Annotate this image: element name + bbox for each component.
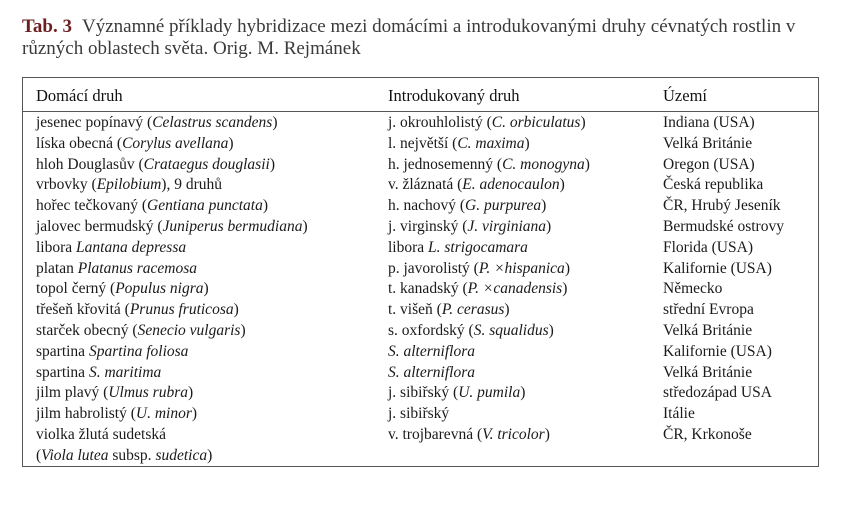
- table-row: [23, 363, 818, 384]
- cell-region: středozápad USA: [663, 384, 772, 402]
- cell-introduced-species: p. javorolistý (P. ×hispanica): [388, 259, 570, 277]
- cell-native-species: jalovec bermudský (Juniperus bermudiana): [36, 217, 308, 235]
- hybrid-table: [22, 77, 819, 467]
- cell-region: Velká Británie: [663, 134, 753, 152]
- table-row: [23, 383, 818, 404]
- cell-introduced-species: s. oxfordský (S. squalidus): [388, 321, 554, 339]
- caption-text: Významné příklady hybridizace mezi domácími a introdukovanými druhy cévnatých rostlin v různých oblastech světa. Orig. M. Rejmánek: [22, 16, 796, 59]
- table-row: [23, 134, 818, 155]
- cell-native-species: jesenec popínavý (Celastrus scandens): [36, 114, 278, 131]
- cell-introduced-species: t. višeň (P. cerasus): [388, 301, 510, 319]
- cell-introduced-species: v. trojbarevná (V. tricolor): [388, 425, 550, 443]
- cell-region: Velká Británie: [663, 363, 753, 381]
- cell-native-species: třešeň křovitá (Prunus fruticosa): [36, 301, 239, 319]
- table-row: [23, 321, 818, 342]
- header-region: Území: [663, 86, 707, 105]
- cell-region: Itálie: [663, 405, 695, 423]
- cell-native-species: hořec tečkovaný (Gentiana punctata): [36, 197, 269, 215]
- table-row: [23, 175, 818, 196]
- cell-introduced-species: j. sibiřský (U. pumila): [388, 384, 526, 402]
- table-row: [23, 404, 818, 425]
- cell-region: Kalifornie (USA): [663, 259, 772, 277]
- cell-introduced-species: l. největší (C. maxima): [388, 134, 530, 152]
- table-row: [23, 217, 818, 238]
- cell-native-species: platan Platanus racemosa: [36, 259, 198, 277]
- cell-native-species: hloh Douglasův (Crataegus douglasii): [36, 155, 275, 173]
- cell-region: Bermudské ostrovy: [663, 217, 784, 235]
- cell-introduced-species: j. virginský (J. virginiana): [388, 217, 552, 235]
- cell-region: Kalifornie (USA): [663, 342, 772, 360]
- cell-region: ČR, Krkonoše: [663, 425, 752, 443]
- table-row: [23, 155, 818, 176]
- cell-introduced-species: S. alterniflora: [388, 363, 475, 381]
- cell-introduced-species: v. žláznatá (E. adenocaulon): [388, 176, 565, 194]
- cell-region: Česká republika: [663, 176, 764, 194]
- cell-native-species: vrbovky (Epilobium), 9 druhů: [36, 176, 222, 194]
- cell-introduced-species: libora L. strigocamara: [388, 238, 528, 256]
- cell-region: Velká Británie: [663, 321, 753, 339]
- table-number: Tab. 3: [22, 16, 72, 37]
- cell-introduced-species: h. nachový (G. purpurea): [388, 197, 547, 215]
- cell-native-species: spartina Spartina foliosa: [36, 342, 189, 360]
- table-row: [23, 113, 818, 134]
- cell-introduced-species: j. okrouhlolistý (C. orbiculatus): [388, 114, 586, 131]
- cell-region: Německo: [663, 280, 723, 298]
- table-row: [23, 259, 818, 280]
- cell-introduced-species: t. kanadský (P. ×canadensis): [388, 280, 568, 298]
- cell-native-species: starček obecný (Senecio vulgaris): [36, 321, 246, 339]
- cell-region: Indiana (USA): [663, 114, 755, 131]
- cell-native-species: spartina S. maritima: [36, 363, 162, 381]
- cell-region: Florida (USA): [663, 238, 753, 256]
- cell-native-species: libora Lantana depressa: [36, 238, 187, 256]
- cell-region: ČR, Hrubý Jeseník: [663, 197, 781, 215]
- header-introduced-species: Introdukovaný druh: [388, 86, 520, 105]
- table-row: [23, 342, 818, 363]
- table-row: [23, 425, 818, 465]
- cell-native-species: líska obecná (Corylus avellana): [36, 134, 234, 152]
- table-row: [23, 300, 818, 321]
- cell-region: střední Evropa: [663, 301, 754, 319]
- cell-native-species: jilm habrolistý (U. minor): [36, 405, 198, 423]
- cell-native-species: jilm plavý (Ulmus rubra): [36, 384, 194, 402]
- table-row: [23, 238, 818, 259]
- cell-introduced-species: j. sibiřský: [388, 405, 450, 423]
- table-row: [23, 279, 818, 300]
- cell-native-species: violka žlutá sudetská (Viola lutea subsp. sudetica): [36, 425, 213, 464]
- cell-region: Oregon (USA): [663, 155, 755, 173]
- table-header-row: [23, 78, 818, 112]
- table-body: [23, 113, 818, 465]
- table-caption: [22, 16, 842, 60]
- cell-introduced-species: S. alterniflora: [388, 342, 475, 360]
- cell-native-species: topol černý (Populus nigra): [36, 280, 209, 298]
- cell-introduced-species: h. jednosemenný (C. monogyna): [388, 155, 590, 173]
- header-native-species: Domácí druh: [36, 86, 123, 105]
- table-row: [23, 196, 818, 217]
